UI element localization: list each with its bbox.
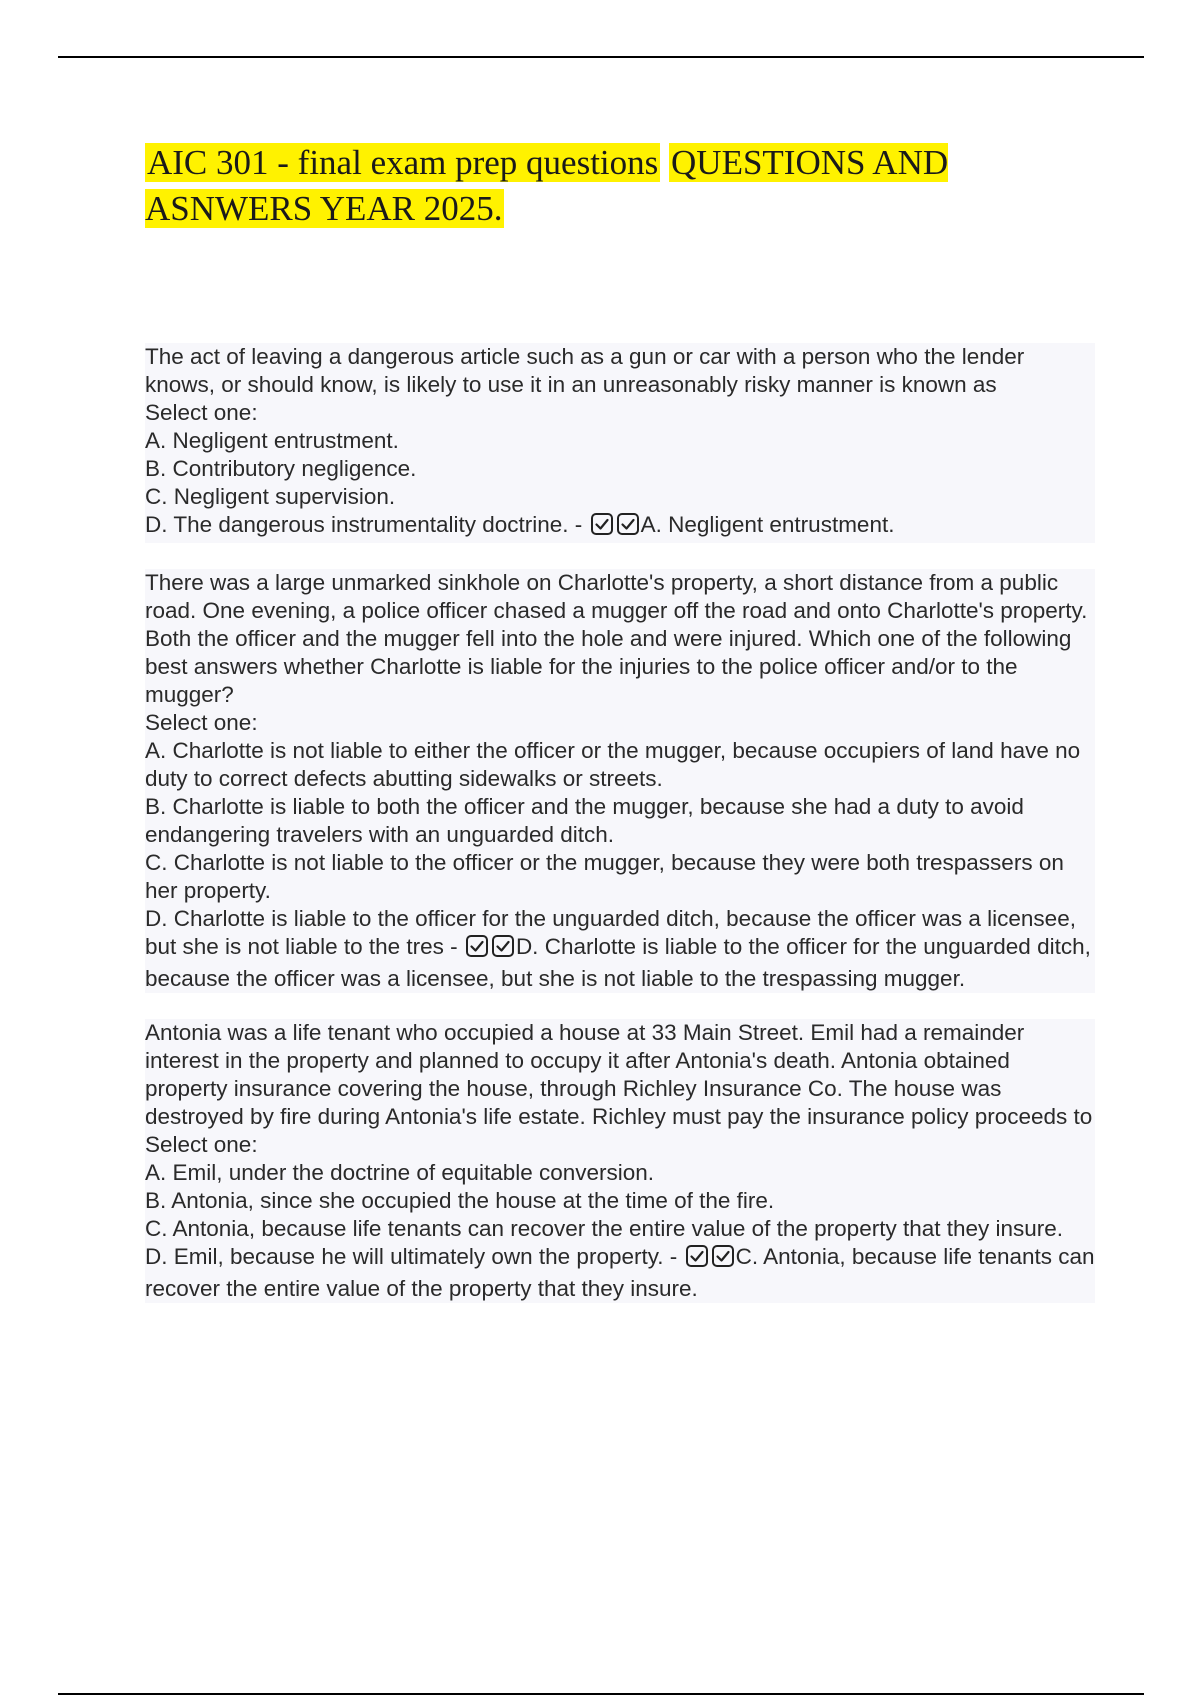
option-d-with-answer [145,1243,1095,1303]
select-one-label: Select one: [145,399,1095,427]
checkbox-checked-icon [711,1244,735,1275]
option-d: D. Emil, because he will ultimately own the property. - [145,1244,678,1269]
question-1 [145,343,1095,543]
option-d-with-answer [145,905,1095,993]
checkbox-checked-icon [590,512,614,543]
option-c: C. Negligent supervision. [145,483,1095,511]
correct-answer: A. Negligent entrustment. [640,512,895,537]
question-3 [145,1019,1095,1303]
correct-answer: C. Antonia, because life tenants can recover the entire value of the property that they insure. [145,1244,1095,1301]
option-b: B. Charlotte is liable to both the officer and the mugger, because she had a duty to avoid endangering travelers with an unguarded ditch. [145,793,1095,849]
bottom-rule [58,1693,1144,1695]
top-rule [58,56,1144,58]
checkbox-checked-icon [465,934,489,965]
question-list [145,343,1095,1329]
option-c: C. Antonia, because life tenants can recover the entire value of the property that they insure. [145,1215,1095,1243]
checkbox-checked-icon [685,1244,709,1275]
option-a: A. Negligent entrustment. [145,427,1095,455]
question-prompt: Antonia was a life tenant who occupied a house at 33 Main Street. Emil had a remainder interest in the property and planned to occupy it after Antonia's death. Antonia obtained property insurance covering the house, through Richley Insurance Co. The house was destroyed by fire during Antonia's life estate. Richley must pay the insurance policy proceeds to [145,1019,1095,1131]
select-one-label: Select one: [145,1131,1095,1159]
option-d: D. Charlotte is liable to the officer for the unguarded ditch, because the officer was a licensee, but she is not liable to the tres - [145,906,1076,959]
checkbox-checked-icon [616,512,640,543]
option-b: B. Contributory negligence. [145,455,1095,483]
correct-answer: D. Charlotte is liable to the officer for the unguarded ditch, because the officer was a licensee, but she is not liable to the trespassing mugger. [145,934,1091,991]
option-b: B. Antonia, since she occupied the house at the time of the fire. [145,1187,1095,1215]
option-a: A. Charlotte is not liable to either the officer or the mugger, because occupiers of land have no duty to correct defects abutting sidewalks or streets. [145,737,1095,793]
question-2 [145,569,1095,993]
question-prompt: There was a large unmarked sinkhole on Charlotte's property, a short distance from a public road. One evening, a police officer chased a mugger off the road and onto Charlotte's property. Both the officer and the mugger fell into the hole and were injured. Which one of the following best answers whether Charlotte is liable for the injuries to the police officer and/or to the mugger? [145,569,1095,709]
option-c: C. Charlotte is not liable to the officer or the mugger, because they were both trespassers on her property. [145,849,1095,905]
question-prompt: The act of leaving a dangerous article such as a gun or car with a person who the lender knows, or should know, is likely to use it in an unreasonably risky manner is known as [145,343,1095,399]
checkbox-checked-icon [491,934,515,965]
option-d: D. The dangerous instrumentality doctrine. - [145,512,583,537]
document-title [145,140,1045,232]
select-one-label: Select one: [145,709,1095,737]
title-highlight-part2: QUESTIONS AND ASNWERS YEAR 2025. [145,143,949,228]
title-highlight-part1: AIC 301 - final exam prep questions [147,143,659,182]
option-a: A. Emil, under the doctrine of equitable conversion. [145,1159,1095,1187]
option-d-with-answer [145,511,1095,543]
